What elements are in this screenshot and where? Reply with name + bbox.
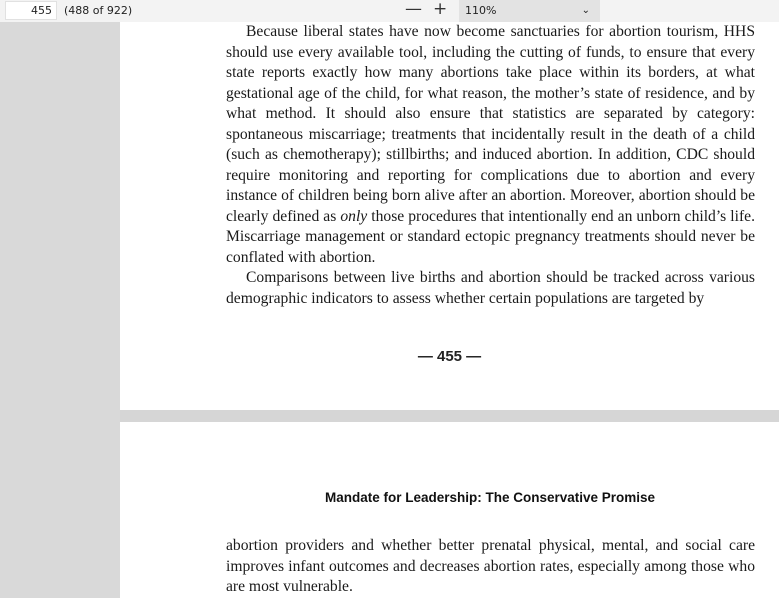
- running-header: Mandate for Leadership: The Conservative Promise: [324, 490, 656, 505]
- page-number-input[interactable]: 455: [5, 1, 57, 20]
- paragraph-text: Because liberal states have now become sanctuaries for abortion tourism, HHS should use every available tool, including the cutting of funds, to ensure that every state reports exactly how many abortions take place within its borders, at what gestational age of the child, for what reason, the mother’s state of residence, and by what method. It should also ensure that statistics are separated by category: spontaneous miscarriage; treatments that incidentally result in the death of a child (such as chemotherapy); stillbirths; and induced abortion. In addition, CDC should require monitoring and reporting for complications due to abortion and every instance of children being born alive after an abortion. Moreover, abortion should be clearly defined as: [226, 23, 755, 225]
- zoom-level-select[interactable]: [459, 0, 600, 22]
- emphasis-text: only: [340, 207, 368, 225]
- body-paragraph: [226, 22, 755, 268]
- paragraph-text: those procedures that intentionally end an unborn child’s life. Miscarriage management or standard ectopic pregnancy treatments should never be conflated with abortion.: [226, 207, 755, 266]
- chevron-down-icon: ⌄: [581, 5, 590, 16]
- pdf-page-455: [120, 22, 779, 410]
- pdf-toolbar: [0, 0, 779, 23]
- pdf-page-456: [120, 422, 779, 598]
- viewer-gutter: [0, 22, 120, 598]
- body-paragraph: abortion providers and whether better prenatal physical, mental, and social care improves infant outcomes and decreases abortion rates, especially among those who are most vulnerable.: [226, 537, 755, 595]
- page-count-label: (488 of 922): [64, 4, 133, 17]
- page-footer-number: — 455 —: [417, 348, 482, 365]
- page-body-text: [226, 536, 755, 598]
- zoom-out-button[interactable]: —: [405, 0, 422, 19]
- zoom-level-value: 110%: [465, 4, 497, 17]
- zoom-in-button[interactable]: +: [433, 0, 448, 19]
- page-body-text: [226, 22, 755, 309]
- body-paragraph: Comparisons between live births and abortion should be tracked across various demographic indicators to assess whether certain populations are targeted by: [226, 269, 755, 307]
